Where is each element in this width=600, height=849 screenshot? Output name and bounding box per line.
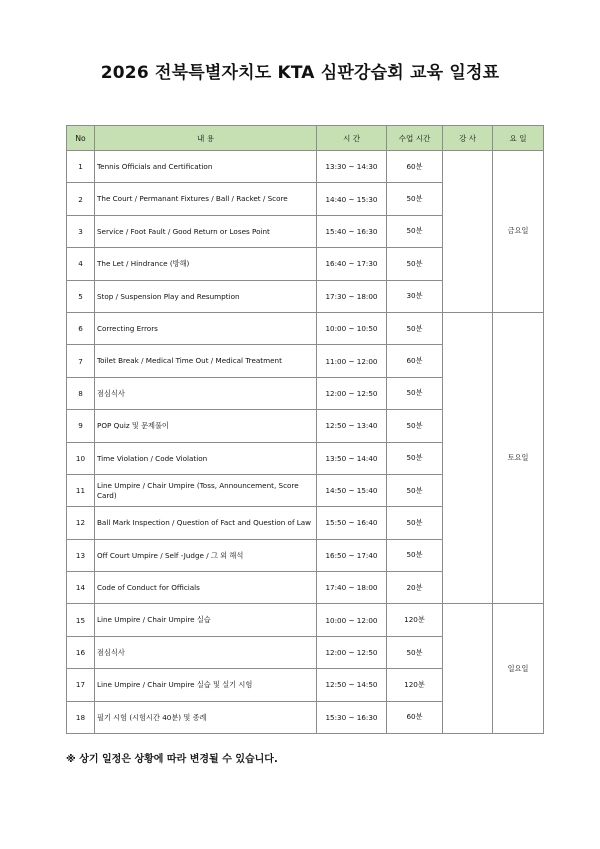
row-content: Code of Conduct for Officials (95, 572, 317, 604)
row-content: Line Umpire / Chair Umpire 실습 (95, 604, 317, 636)
row-duration: 50분 (387, 248, 443, 280)
row-content: 점심식사 (95, 636, 317, 668)
row-content: The Let / Hindrance (방해) (95, 248, 317, 280)
row-content: Ball Mark Inspection / Question of Fact and Question of Law (95, 507, 317, 539)
row-content: Correcting Errors (95, 312, 317, 344)
page-title: 2026 전북특별자치도 KTA 심판강습회 교육 일정표 (100, 63, 500, 83)
row-no: 13 (67, 539, 95, 571)
row-duration: 50분 (387, 636, 443, 668)
row-content: Off Court Umpire / Self -Judge / 그 외 해석 (95, 539, 317, 571)
row-duration: 20분 (387, 572, 443, 604)
row-content: Tennis Officials and Certification (95, 151, 317, 183)
row-time: 10:00 ~ 10:50 (317, 312, 387, 344)
day-cell: 일요일 (493, 604, 544, 734)
row-no: 10 (67, 442, 95, 474)
row-content: The Court / Permanant Fixtures / Ball / Racket / Score (95, 183, 317, 215)
row-content: Line Umpire / Chair Umpire (Toss, Announcement, Score Card) (95, 474, 317, 506)
row-time: 12:50 ~ 13:40 (317, 410, 387, 442)
row-time: 17:40 ~ 18:00 (317, 572, 387, 604)
row-content: Stop / Suspension Play and Resumption (95, 280, 317, 312)
row-no: 2 (67, 183, 95, 215)
header-content: 내 용 (95, 126, 317, 151)
row-duration: 120분 (387, 604, 443, 636)
row-duration: 50분 (387, 312, 443, 344)
row-no: 4 (67, 248, 95, 280)
row-no: 14 (67, 572, 95, 604)
row-time: 16:40 ~ 17:30 (317, 248, 387, 280)
row-no: 1 (67, 151, 95, 183)
row-time: 14:40 ~ 15:30 (317, 183, 387, 215)
row-time: 13:30 ~ 14:30 (317, 151, 387, 183)
header-time: 시 간 (317, 126, 387, 151)
row-duration: 50분 (387, 377, 443, 409)
header-row (67, 126, 544, 151)
row-duration: 50분 (387, 442, 443, 474)
table-row (67, 151, 544, 183)
row-no: 17 (67, 669, 95, 701)
lecturer-cell (443, 151, 493, 313)
table-row (67, 604, 544, 636)
row-duration: 50분 (387, 539, 443, 571)
row-time: 15:40 ~ 16:30 (317, 215, 387, 247)
row-no: 16 (67, 636, 95, 668)
row-content: Line Umpire / Chair Umpire 실습 및 실기 시험 (95, 669, 317, 701)
row-time: 14:50 ~ 15:40 (317, 474, 387, 506)
row-time: 12:50 ~ 14:50 (317, 669, 387, 701)
row-time: 10:00 ~ 12:00 (317, 604, 387, 636)
row-duration: 50분 (387, 507, 443, 539)
table-row (67, 312, 544, 344)
row-duration: 30분 (387, 280, 443, 312)
row-content: 필기 시험 (시험시간 40분) 및 종례 (95, 701, 317, 733)
row-no: 7 (67, 345, 95, 377)
day-cell: 금요일 (493, 151, 544, 313)
row-duration: 120분 (387, 669, 443, 701)
row-content: POP Quiz 및 문제풀이 (95, 410, 317, 442)
lecturer-cell (443, 604, 493, 734)
row-time: 15:50 ~ 16:40 (317, 507, 387, 539)
row-duration: 50분 (387, 410, 443, 442)
header-duration: 수업 시간 (387, 126, 443, 151)
row-duration: 50분 (387, 474, 443, 506)
row-time: 13:50 ~ 14:40 (317, 442, 387, 474)
row-time: 17:30 ~ 18:00 (317, 280, 387, 312)
day-cell: 토요일 (493, 312, 544, 604)
row-duration: 60분 (387, 701, 443, 733)
row-no: 8 (67, 377, 95, 409)
row-time: 12:00 ~ 12:50 (317, 377, 387, 409)
row-content: Time Violation / Code Violation (95, 442, 317, 474)
schedule-table (66, 125, 544, 734)
row-no: 18 (67, 701, 95, 733)
row-content: Service / Foot Fault / Good Return or Loses Point (95, 215, 317, 247)
header-lecturer: 강 사 (443, 126, 493, 151)
row-no: 3 (67, 215, 95, 247)
row-time: 11:00 ~ 12:00 (317, 345, 387, 377)
row-duration: 50분 (387, 215, 443, 247)
lecturer-cell (443, 312, 493, 604)
footnote: ※ 상기 일정은 상황에 따라 변경될 수 있습니다. (66, 754, 278, 765)
row-no: 12 (67, 507, 95, 539)
row-time: 15:30 ~ 16:30 (317, 701, 387, 733)
row-content: 점심식사 (95, 377, 317, 409)
row-content: Toilet Break / Medical Time Out / Medical Treatment (95, 345, 317, 377)
row-no: 11 (67, 474, 95, 506)
row-time: 12:00 ~ 12:50 (317, 636, 387, 668)
row-duration: 60분 (387, 345, 443, 377)
row-no: 5 (67, 280, 95, 312)
row-time: 16:50 ~ 17:40 (317, 539, 387, 571)
row-duration: 50분 (387, 183, 443, 215)
row-no: 15 (67, 604, 95, 636)
header-day: 요 일 (493, 126, 544, 151)
row-no: 9 (67, 410, 95, 442)
header-no: No (67, 126, 95, 151)
row-duration: 60분 (387, 151, 443, 183)
row-no: 6 (67, 312, 95, 344)
